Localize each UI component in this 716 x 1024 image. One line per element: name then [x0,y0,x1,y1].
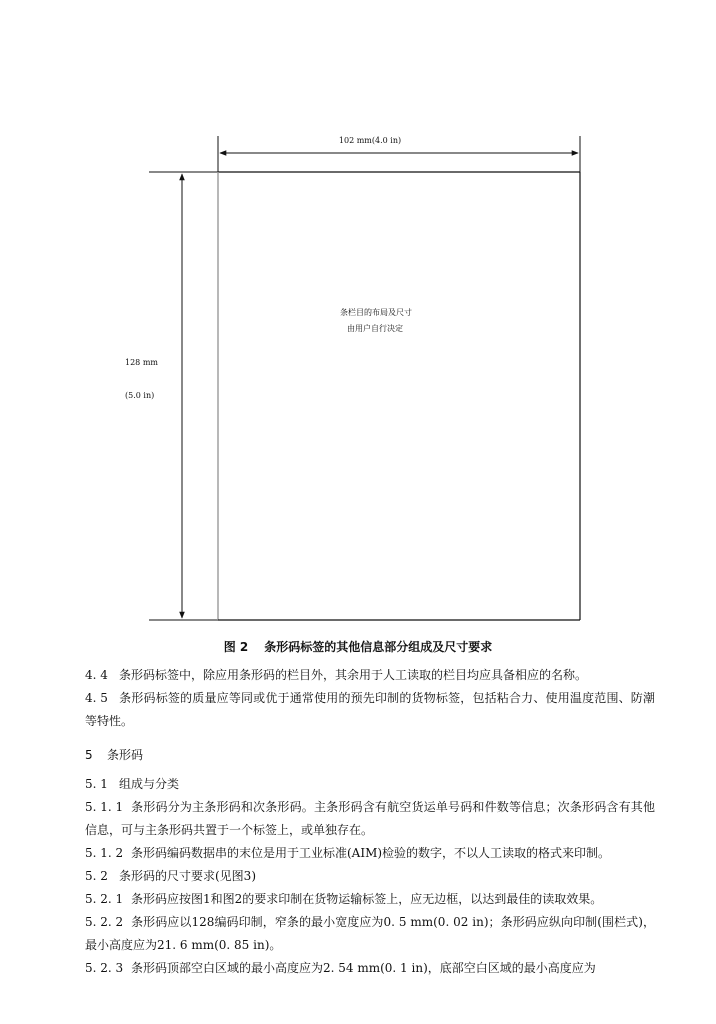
section-number: 5 [85,748,93,762]
height-dimension-label: 128 mm [125,358,158,367]
clause-5-1 [85,773,655,796]
clause-number: 5. 1. 2 [85,846,124,860]
clause-4-5 [85,687,655,733]
inner-text-line1: 条栏目的布局及尺寸 [340,308,412,317]
inner-text-line2: 由用户自行决定 [347,324,403,333]
figure-caption [0,638,716,655]
clause-text: 条形码应按图1和图2的要求印制在货物运输标签上，应无边框，以达到最佳的读取效果。 [131,892,603,906]
figure-caption-number: 图 2 [223,640,249,654]
clause-number: 5. 1 [85,777,108,791]
clause-text: 条形码应以128编码印制，窄条的最小宽度应为0. 5 mm(0. 02 in)；条形码应纵向印制(围栏式)，最小高度应为21. 6 mm(0. 85 in)。 [85,915,655,952]
clause-text: 条形码标签中，除应用条形码的栏目外，其余用于人工读取的栏目均应具备相应的名称。 [119,668,588,682]
clause-4-4 [85,664,655,687]
clause-number: 5. 2 [85,869,108,883]
height-dimension-label-inches: (5.0 in) [125,391,155,400]
section-5-heading [85,744,655,767]
clause-number: 5. 2. 2 [85,915,124,929]
clause-text: 条形码标签的质量应等同或优于通常使用的预先印制的货物标签，包括粘合力、使用温度范围、防潮等特性。 [85,691,655,728]
clause-number: 5. 2. 3 [85,961,124,975]
clause-5-1-2 [85,842,655,865]
clause-number: 4. 4 [85,668,108,682]
clause-number: 5. 2. 1 [85,892,124,906]
clause-5-2-2 [85,911,655,957]
clause-5-2-1 [85,888,655,911]
figure-caption-text: 条形码标签的其他信息部分组成及尺寸要求 [264,640,493,654]
body-text [85,664,655,980]
clause-text: 组成与分类 [119,777,180,791]
width-dimension-label: 102 mm(4.0 in) [338,136,402,145]
clause-text: 条形码的尺寸要求(见图3) [119,869,256,883]
clause-number: 4. 5 [85,691,108,705]
clause-5-1-1 [85,796,655,842]
clause-text: 条形码分为主条形码和次条形码。主条形码含有航空货运单号码和件数等信息；次条形码含有其他信息，可与主条形码共置于一个标签上，或单独存在。 [85,800,655,837]
clause-text: 条形码顶部空白区域的最小高度应为2. 54 mm(0. 1 in)，底部空白区域的最小高度应为 [131,961,596,975]
clause-number: 5. 1. 1 [85,800,124,814]
section-title: 条形码 [107,748,144,762]
clause-5-2 [85,865,655,888]
clause-text: 条形码编码数据串的末位是用于工业标准(AIM)检验的数字，不以人工读取的格式来印制。 [131,846,611,860]
clause-5-2-3 [85,957,655,980]
